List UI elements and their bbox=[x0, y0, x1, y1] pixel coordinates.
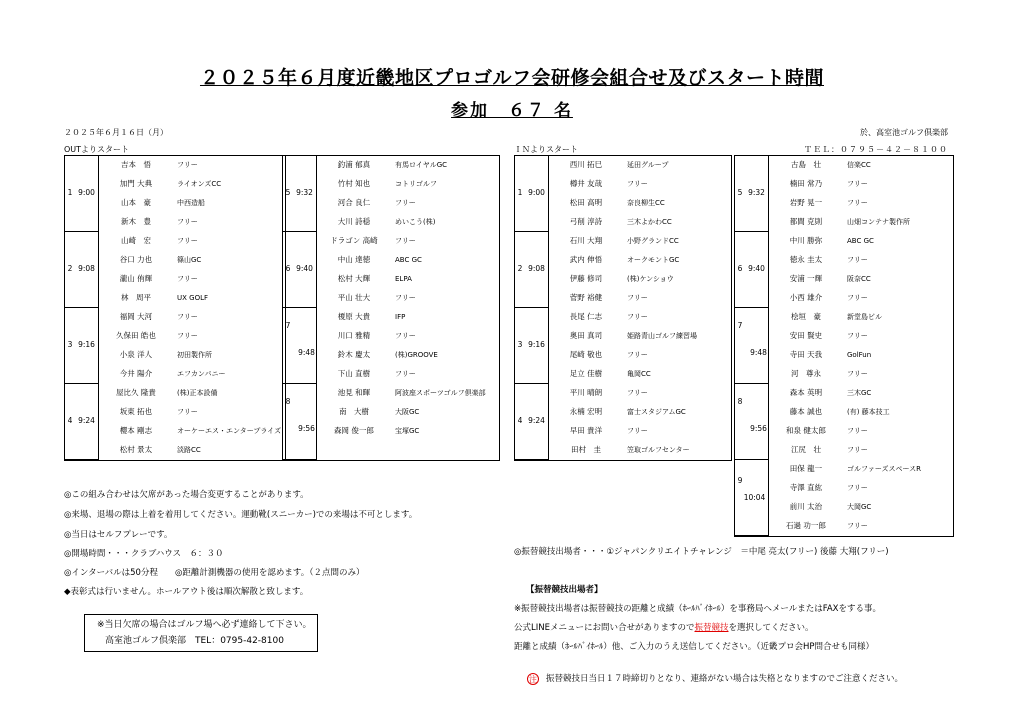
player-affiliation: フリー bbox=[177, 332, 198, 340]
player-name: 古島 壮 bbox=[791, 160, 821, 169]
player-row bbox=[555, 445, 729, 455]
player-affiliation: 延田グループ bbox=[627, 161, 669, 169]
player-row bbox=[323, 198, 497, 208]
player-affiliation: (株)GROOVE bbox=[395, 351, 438, 359]
player-name: 武内 伸悟 bbox=[569, 255, 603, 264]
player-row bbox=[775, 160, 951, 170]
start-time: 9:40 bbox=[296, 264, 313, 273]
player-affiliation: 亀岡CC bbox=[627, 370, 651, 378]
start-time: 9:16 bbox=[78, 340, 95, 349]
player-row bbox=[775, 331, 951, 341]
start-time: 9:56 bbox=[750, 424, 767, 433]
player-affiliation: ELPA bbox=[395, 275, 412, 283]
start-time: 9:08 bbox=[528, 264, 545, 273]
player-name: 前川 太治 bbox=[789, 502, 823, 511]
player-name: 安浦 一輝 bbox=[789, 274, 823, 283]
player-name: 中川 勝弥 bbox=[789, 236, 823, 245]
player-name: 桧垣 豪 bbox=[791, 312, 821, 321]
player-row bbox=[555, 293, 729, 303]
player-row bbox=[105, 255, 283, 265]
player-name: 田村 圭 bbox=[571, 445, 601, 454]
player-name: 平川 晴朗 bbox=[569, 388, 603, 397]
start-time: 9:32 bbox=[296, 188, 313, 197]
player-row bbox=[323, 388, 497, 398]
player-affiliation: 小野グランドCC bbox=[627, 237, 679, 245]
player-row bbox=[323, 255, 497, 265]
player-affiliation: 有馬ロイヤルGC bbox=[395, 161, 448, 169]
player-name: 江尻 壮 bbox=[791, 445, 821, 454]
player-row bbox=[323, 407, 497, 417]
player-affiliation: めいこう(株) bbox=[395, 218, 436, 226]
player-affiliation: フリー bbox=[177, 408, 198, 416]
player-name: 藤本 誠也 bbox=[789, 407, 823, 416]
player-row bbox=[105, 350, 283, 360]
player-row bbox=[323, 236, 497, 246]
player-row bbox=[323, 293, 497, 303]
player-name: 坂東 拓也 bbox=[119, 407, 153, 416]
player-affiliation: 大岡GC bbox=[847, 503, 872, 511]
start-time: 9:56 bbox=[298, 424, 315, 433]
player-row bbox=[555, 407, 729, 417]
player-name: 樽井 友哉 bbox=[569, 179, 603, 188]
player-affiliation: エフカンパニー bbox=[177, 370, 226, 378]
player-name: 吉本 悟 bbox=[121, 160, 151, 169]
player-name: 河 尊永 bbox=[791, 369, 821, 378]
player-affiliation: ABC GC bbox=[395, 256, 422, 264]
player-row bbox=[775, 369, 951, 379]
player-row bbox=[775, 198, 951, 208]
player-row bbox=[105, 426, 283, 436]
group-number: 1 bbox=[67, 188, 73, 197]
player-row bbox=[775, 236, 951, 246]
player-affiliation: (有) 藤本技工 bbox=[847, 408, 890, 416]
player-affiliation: 信楽CC bbox=[847, 161, 871, 169]
group-number: 3 bbox=[67, 340, 73, 349]
page-title: ２０２５年６月度近畿地区プロゴルフ会研修会組合せ及びスタート時間 bbox=[199, 67, 824, 89]
player-affiliation: IFP bbox=[395, 313, 406, 321]
player-row bbox=[775, 464, 951, 474]
player-name: 永楠 宏明 bbox=[569, 407, 603, 416]
player-name: 都間 克則 bbox=[789, 217, 823, 226]
group-block bbox=[282, 307, 317, 384]
player-row bbox=[775, 217, 951, 227]
player-affiliation: フリー bbox=[395, 370, 416, 378]
group-number: 7 bbox=[737, 321, 743, 330]
player-name: 櫻本 剛志 bbox=[119, 426, 153, 435]
player-name: 平山 壮大 bbox=[337, 293, 371, 302]
player-name: 山本 豪 bbox=[121, 198, 151, 207]
player-name: 福岡 大河 bbox=[119, 312, 153, 321]
player-name: 瀧山 侑輝 bbox=[119, 274, 153, 283]
player-row bbox=[775, 521, 951, 531]
player-name: 菅野 裕健 bbox=[569, 293, 603, 302]
player-row bbox=[775, 179, 951, 189]
player-row bbox=[555, 179, 729, 189]
absence-contact-note: ※当日欠席の場合はゴルフ場へ必ず連絡して下さい。 bbox=[97, 620, 312, 630]
group-block bbox=[734, 383, 769, 460]
player-affiliation: UX GOLF bbox=[177, 294, 209, 302]
note-ceremony: ◆表彰式は行いません。ホールアウト後は順次解散と致します。 bbox=[64, 587, 309, 597]
player-name: 岩野 晃一 bbox=[789, 198, 823, 207]
player-row bbox=[775, 293, 951, 303]
player-name: 林 周平 bbox=[121, 293, 151, 302]
player-name: 松村 大輝 bbox=[337, 274, 371, 283]
player-name: 山崎 宏 bbox=[121, 236, 151, 245]
group-block bbox=[282, 383, 317, 460]
player-affiliation: フリー bbox=[627, 351, 648, 359]
player-affiliation: 三木GC bbox=[847, 389, 872, 397]
player-row bbox=[105, 312, 283, 322]
player-name: 長尾 仁志 bbox=[569, 312, 603, 321]
player-affiliation: オークモントGC bbox=[627, 256, 680, 264]
player-row bbox=[555, 331, 729, 341]
player-row bbox=[105, 331, 283, 341]
player-affiliation: フリー bbox=[847, 294, 868, 302]
player-row bbox=[105, 407, 283, 417]
player-row bbox=[323, 160, 497, 170]
player-affiliation: 大阪GC bbox=[395, 408, 420, 416]
player-name: 久保田 皓也 bbox=[116, 331, 156, 340]
player-name: 森本 英明 bbox=[789, 388, 823, 397]
player-affiliation: 篠山GC bbox=[177, 256, 202, 264]
player-affiliation: フリー bbox=[177, 218, 198, 226]
group-number: 4 bbox=[67, 416, 73, 425]
substitute-heading: 【振替競技出場者】 bbox=[526, 585, 603, 595]
player-name: 新木 豊 bbox=[121, 217, 151, 226]
player-row bbox=[775, 426, 951, 436]
group-number: 2 bbox=[67, 264, 73, 273]
start-time: 9:48 bbox=[298, 348, 315, 357]
note-self-play: ◎当日はセルフプレーです。 bbox=[64, 530, 173, 540]
player-row bbox=[775, 274, 951, 284]
player-name: 小泉 洋人 bbox=[119, 350, 153, 359]
player-affiliation: 阿波座スポーツゴルフ倶楽部 bbox=[395, 389, 486, 397]
player-affiliation: 阪奈CC bbox=[847, 275, 871, 283]
player-name: 川口 雅精 bbox=[337, 331, 371, 340]
player-affiliation: フリー bbox=[847, 332, 868, 340]
player-row bbox=[775, 445, 951, 455]
player-affiliation: フリー bbox=[847, 446, 868, 454]
player-name: 今井 陽介 bbox=[119, 369, 153, 378]
player-name: 池見 和暉 bbox=[337, 388, 371, 397]
player-row bbox=[775, 483, 951, 493]
player-affiliation: フリー bbox=[847, 199, 868, 207]
player-affiliation: 新堂島ビル bbox=[847, 313, 882, 321]
player-affiliation: フリー bbox=[395, 199, 416, 207]
start-time: 9:08 bbox=[78, 264, 95, 273]
player-row bbox=[105, 198, 283, 208]
player-name: 田保 龍一 bbox=[789, 464, 823, 473]
player-name: 釣浦 郁真 bbox=[337, 160, 371, 169]
group-number: 8 bbox=[737, 397, 743, 406]
player-affiliation: 山畑コンテナ製作所 bbox=[847, 218, 910, 226]
group-number: 1 bbox=[517, 188, 523, 197]
player-row bbox=[555, 350, 729, 360]
player-affiliation: 中西造船 bbox=[177, 199, 205, 207]
player-name: 寺田 天我 bbox=[789, 350, 823, 359]
note-changes: ◎この組み合わせは欠席があった場合変更することがあります。 bbox=[64, 490, 309, 500]
player-affiliation: (株)ケンショウ bbox=[627, 275, 674, 283]
player-name: 西川 拓巳 bbox=[569, 160, 603, 169]
player-name: 榎原 大貴 bbox=[337, 312, 371, 321]
group-block bbox=[734, 307, 769, 384]
start-time: 9:00 bbox=[528, 188, 545, 197]
start-time: 9:00 bbox=[78, 188, 95, 197]
player-row bbox=[323, 369, 497, 379]
venue-tel: ＴＥＬ：０７９５－４２－８１００ bbox=[804, 145, 948, 154]
player-row bbox=[555, 388, 729, 398]
player-affiliation: フリー bbox=[847, 370, 868, 378]
player-name: 弓削 淳詩 bbox=[569, 217, 603, 226]
player-name: 南 大樹 bbox=[339, 407, 369, 416]
player-name: 徳永 圭太 bbox=[789, 255, 823, 264]
substitute-players-line: ◎振替競技出場者・・・①ジャパンクリエイトチャレンジ ＝中尾 亮太(フリー) 後藤 大翔(フリー) bbox=[514, 547, 889, 557]
player-affiliation: フリー bbox=[627, 427, 648, 435]
player-affiliation: 奈良柳生CC bbox=[627, 199, 665, 207]
player-name: 早田 貴洋 bbox=[569, 426, 603, 435]
player-affiliation: フリー bbox=[627, 313, 648, 321]
player-name: 尾崎 敬也 bbox=[569, 350, 603, 359]
player-row bbox=[775, 255, 951, 265]
player-name: 竹村 知也 bbox=[337, 179, 371, 188]
player-row bbox=[555, 236, 729, 246]
player-name: 楠田 常乃 bbox=[789, 179, 823, 188]
player-row bbox=[555, 160, 729, 170]
start-time: 10:04 bbox=[743, 493, 766, 502]
player-affiliation: フリー bbox=[627, 294, 648, 302]
player-row bbox=[105, 160, 283, 170]
player-affiliation: フリー bbox=[847, 256, 868, 264]
player-name: 足立 佳樹 bbox=[569, 369, 603, 378]
player-row bbox=[323, 274, 497, 284]
player-affiliation: フリー bbox=[177, 161, 198, 169]
player-affiliation: フリー bbox=[177, 313, 198, 321]
group-number: 6 bbox=[737, 264, 743, 273]
player-name: 石過 功一郎 bbox=[786, 521, 826, 530]
start-time: 9:16 bbox=[528, 340, 545, 349]
player-row bbox=[105, 293, 283, 303]
player-row bbox=[555, 274, 729, 284]
participant-count: 参加 ６７ 名 bbox=[451, 101, 573, 121]
player-affiliation: 宝塚GC bbox=[395, 427, 420, 435]
player-row bbox=[323, 331, 497, 341]
start-time: 9:40 bbox=[748, 264, 765, 273]
player-name: 加門 大典 bbox=[119, 179, 153, 188]
player-name: 安田 賢史 bbox=[789, 331, 823, 340]
player-row bbox=[105, 388, 283, 398]
player-name: 和泉 健太郎 bbox=[786, 426, 826, 435]
out-start-label: OUTよりスタート bbox=[64, 145, 130, 154]
player-name: 中山 達徳 bbox=[337, 255, 371, 264]
player-name: 小西 雄介 bbox=[789, 293, 823, 302]
player-affiliation: フリー bbox=[395, 294, 416, 302]
player-affiliation: 笠取ゴルフセンター bbox=[627, 446, 690, 454]
player-name: 寺澤 直紘 bbox=[789, 483, 823, 492]
player-row bbox=[775, 407, 951, 417]
player-name: 石川 大翔 bbox=[569, 236, 603, 245]
player-row bbox=[323, 426, 497, 436]
player-affiliation: フリー bbox=[627, 180, 648, 188]
player-name: 大川 詩穏 bbox=[337, 217, 371, 226]
player-row bbox=[555, 255, 729, 265]
group-number: 5 bbox=[285, 188, 291, 197]
group-number: 9 bbox=[737, 476, 743, 485]
player-affiliation: フリー bbox=[847, 427, 868, 435]
player-affiliation: フリー bbox=[847, 180, 868, 188]
player-row bbox=[323, 179, 497, 189]
player-name: 伊藤 修司 bbox=[569, 274, 603, 283]
player-name: 奥田 真司 bbox=[569, 331, 603, 340]
group-number: 2 bbox=[517, 264, 523, 273]
absence-contact-tel: 高室池ゴルフ倶楽部 TEL：0795-42-8100 bbox=[105, 636, 284, 646]
player-affiliation: フリー bbox=[627, 389, 648, 397]
note-opening-time: ◎開場時間・・・クラブハウス ６：３０ bbox=[64, 549, 224, 559]
player-name: 下山 直樹 bbox=[337, 369, 371, 378]
player-row bbox=[775, 502, 951, 512]
start-time: 9:48 bbox=[750, 348, 767, 357]
player-row bbox=[775, 388, 951, 398]
venue-name: 於、高室池ゴルフ倶楽部 bbox=[860, 128, 948, 137]
player-row bbox=[555, 426, 729, 436]
group-number: 4 bbox=[517, 416, 523, 425]
player-row bbox=[323, 312, 497, 322]
player-name: 松村 景太 bbox=[119, 445, 153, 454]
player-row bbox=[555, 312, 729, 322]
player-row bbox=[105, 179, 283, 189]
player-affiliation: フリー bbox=[847, 484, 868, 492]
player-affiliation: 富士スタジアムGC bbox=[627, 408, 686, 416]
substitute-note-input: 距離と成績（ﾎｰﾙﾊﾞｲﾎｰﾙ）他、ご入力のうえ送信してください。（近畿プロ会HP問合せも同様） bbox=[514, 642, 875, 652]
player-affiliation: オーケーエス・エンタープライズ bbox=[177, 427, 282, 435]
player-affiliation: コトリゴルフ bbox=[395, 180, 437, 188]
in-start-label: ＩＮよりスタート bbox=[514, 145, 578, 154]
player-row bbox=[105, 369, 283, 379]
player-name: 鈴木 慶太 bbox=[337, 350, 371, 359]
player-name: 屋比久 隆貴 bbox=[116, 388, 156, 397]
player-row bbox=[775, 350, 951, 360]
player-affiliation: フリー bbox=[177, 275, 198, 283]
player-name: ドラゴン 高崎 bbox=[330, 236, 378, 245]
player-row bbox=[323, 350, 497, 360]
player-affiliation: ゴルファーズスペースR bbox=[847, 465, 922, 473]
player-row bbox=[323, 217, 497, 227]
player-affiliation: フリー bbox=[395, 332, 416, 340]
player-affiliation: フリー bbox=[395, 237, 416, 245]
caution-icon: 注 bbox=[529, 675, 537, 684]
player-row bbox=[105, 445, 283, 455]
player-name: 谷口 力也 bbox=[119, 255, 153, 264]
player-affiliation: (株)正本設備 bbox=[177, 389, 218, 397]
start-time: 9:24 bbox=[528, 416, 545, 425]
group-number: 3 bbox=[517, 340, 523, 349]
player-name: 森岡 俊一郎 bbox=[334, 426, 374, 435]
player-row bbox=[555, 369, 729, 379]
player-affiliation: 淡路CC bbox=[177, 446, 201, 454]
player-row bbox=[105, 217, 283, 227]
group-number: 8 bbox=[285, 397, 291, 406]
player-affiliation: GolFun bbox=[847, 351, 872, 359]
substitute-note-report: ※振替競技出場者は振替競技の距離と成績（ﾎｰﾙﾊﾞｲﾎｰﾙ）を事務局へメールまたはFAXをする事。 bbox=[514, 604, 881, 614]
player-affiliation: 初田製作所 bbox=[177, 351, 212, 359]
start-time: 9:24 bbox=[78, 416, 95, 425]
substitute-link[interactable]: 振替競技 bbox=[694, 623, 729, 633]
group-number: 6 bbox=[285, 264, 291, 273]
player-name: 河合 良仁 bbox=[337, 198, 371, 207]
player-affiliation: フリー bbox=[847, 522, 868, 530]
substitute-note-line: 公式LINEメニューにお問い合せがありますので振替競技を選択してください。 bbox=[514, 623, 814, 633]
player-name: 松田 高明 bbox=[569, 198, 603, 207]
player-affiliation: 三木よかわCC bbox=[627, 218, 672, 226]
substitute-deadline-note: 振替競技日当日１７時締切りとなり、連絡がない場合は失格となりますのでご注意ください。 bbox=[546, 674, 904, 684]
player-affiliation: フリー bbox=[177, 237, 198, 245]
player-affiliation: ライオンズCC bbox=[177, 180, 222, 188]
group-number: 7 bbox=[285, 321, 291, 330]
player-row bbox=[775, 312, 951, 322]
player-row bbox=[555, 198, 729, 208]
event-date: ２０２５年６月１６日（月） bbox=[64, 128, 168, 137]
player-affiliation: 姫路青山ゴルフ練習場 bbox=[627, 332, 697, 340]
note-dress-code: ◎来場、退場の際は上着を着用してください。運動靴(スニーカー)での来場は不可とします。 bbox=[64, 510, 418, 520]
note-interval: ◎インターバルは50分程 ◎距離計測機器の使用を認めます。（２点間のみ） bbox=[64, 568, 365, 578]
player-row bbox=[555, 217, 729, 227]
player-row bbox=[105, 236, 283, 246]
start-time: 9:32 bbox=[748, 188, 765, 197]
group-number: 5 bbox=[737, 188, 743, 197]
player-row bbox=[105, 274, 283, 284]
absence-contact-box bbox=[84, 614, 318, 652]
player-affiliation: ABC GC bbox=[847, 237, 874, 245]
